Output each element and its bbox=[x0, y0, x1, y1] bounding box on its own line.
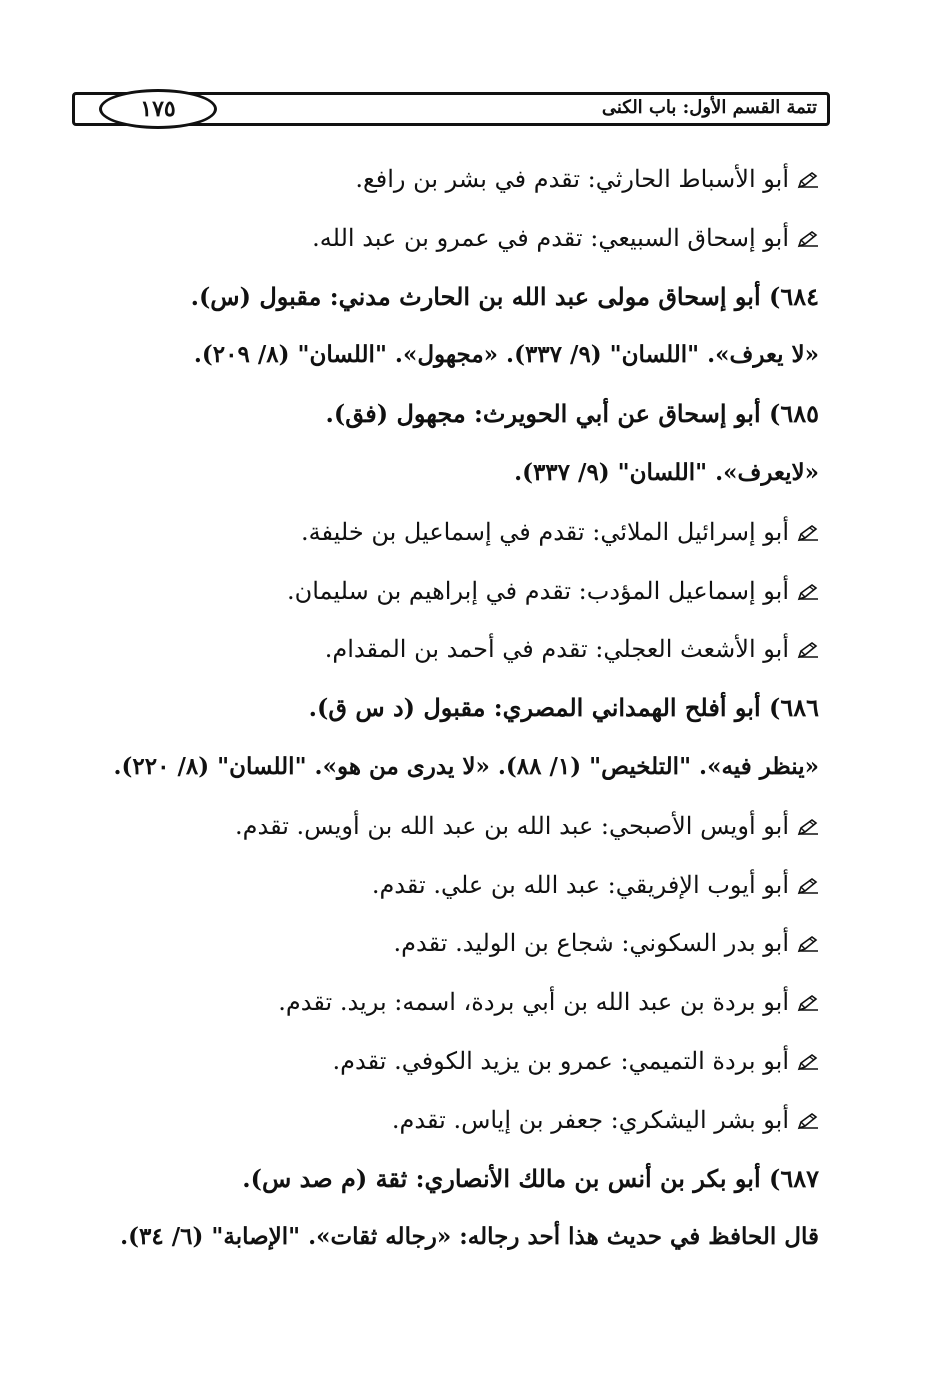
page-number: ١٧٥ bbox=[99, 89, 217, 129]
line-text: أبو إسماعيل المؤدب: تقدم في إبراهيم بن سليمان. bbox=[286, 576, 789, 605]
pen-icon bbox=[797, 858, 819, 876]
cross-reference bbox=[99, 150, 819, 209]
running-header bbox=[72, 92, 830, 126]
line-text: أبو بشر اليشكري: جعفر بن إياس. تقدم. bbox=[391, 1105, 789, 1134]
line-text: أبو بردة التميمي: عمرو بن يزيد الكوفي. تقدم. bbox=[332, 1046, 789, 1075]
line-text: ٦٨٦) أبو أفلح الهمداني المصري: مقبول (د س ق). bbox=[308, 693, 819, 723]
line-text: أبو أيوب الإفريقي: عبد الله بن علي. تقدم. bbox=[371, 870, 789, 899]
cross-reference bbox=[99, 1032, 819, 1091]
pen-icon bbox=[797, 916, 819, 934]
line-text: قال الحافظ في حديث هذا أحد رجاله: «رجاله ثقات». "الإصابة" (٦/ ٣٤). bbox=[120, 1223, 819, 1251]
cross-reference bbox=[99, 209, 819, 268]
line-text: ٦٨٧) أبو بكر بن أنس بن مالك الأنصاري: ثقة (م صد س). bbox=[242, 1163, 819, 1193]
cross-reference bbox=[99, 562, 819, 621]
source-note bbox=[99, 738, 819, 797]
cross-reference bbox=[99, 914, 819, 973]
line-text: «لا يعرف». "اللسان" (٩/ ٣٣٧). «مجهول». "اللسان" (٨/ ٢٠٩). bbox=[193, 341, 819, 369]
cross-reference bbox=[99, 856, 819, 915]
cross-reference bbox=[99, 503, 819, 562]
pen-icon bbox=[797, 1034, 819, 1052]
cross-reference bbox=[99, 620, 819, 679]
pen-icon bbox=[797, 152, 819, 170]
line-text: أبو الأشعث العجلي: تقدم في أحمد بن المقدام. bbox=[324, 635, 789, 664]
line-text: أبو بدر السكوني: شجاع بن الوليد. تقدم. bbox=[393, 929, 789, 958]
page-body bbox=[99, 150, 819, 1267]
pen-icon bbox=[797, 975, 819, 993]
narrator-entry bbox=[99, 1150, 819, 1209]
narrator-entry bbox=[99, 268, 819, 327]
cross-reference bbox=[99, 797, 819, 856]
line-text: أبو إسرائيل الملائي: تقدم في إسماعيل بن خليفة. bbox=[301, 517, 789, 546]
narrator-entry bbox=[99, 679, 819, 738]
source-note bbox=[99, 326, 819, 385]
line-text: ٦٨٥) أبو إسحاق عن أبي الحويرث: مجهول (فق). bbox=[325, 399, 819, 429]
line-text: أبو إسحاق السبيعي: تقدم في عمرو بن عبد الله. bbox=[312, 223, 789, 252]
header-title: تتمة القسم الأول: باب الكنى bbox=[601, 97, 817, 118]
pen-icon bbox=[797, 1093, 819, 1111]
pen-icon bbox=[797, 622, 819, 640]
pen-icon bbox=[797, 564, 819, 582]
source-note bbox=[99, 444, 819, 503]
pen-icon bbox=[797, 211, 819, 229]
line-text: أبو الأسباط الحارثي: تقدم في بشر بن رافع. bbox=[355, 165, 789, 193]
line-text: أبو أويس الأصبحي: عبد الله بن عبد الله بن أويس. تقدم. bbox=[234, 811, 789, 840]
line-text: «ينظر فيه». "التلخيص" (١/ ٨٨). «لا يدرى من هو». "اللسان" (٨/ ٢٢٠). bbox=[113, 752, 819, 780]
pen-icon bbox=[797, 505, 819, 523]
narrator-entry bbox=[99, 385, 819, 444]
line-text: «لايعرف». "اللسان" (٩/ ٣٣٧). bbox=[514, 458, 819, 486]
pen-icon bbox=[797, 799, 819, 817]
line-text: ٦٨٤) أبو إسحاق مولى عبد الله بن الحارث مدني: مقبول (س). bbox=[190, 281, 819, 311]
cross-reference bbox=[99, 1091, 819, 1150]
cross-reference bbox=[99, 973, 819, 1032]
source-note bbox=[99, 1208, 819, 1267]
line-text: أبو بردة بن عبد الله بن أبي بردة، اسمه: بريد. تقدم. bbox=[278, 988, 789, 1017]
